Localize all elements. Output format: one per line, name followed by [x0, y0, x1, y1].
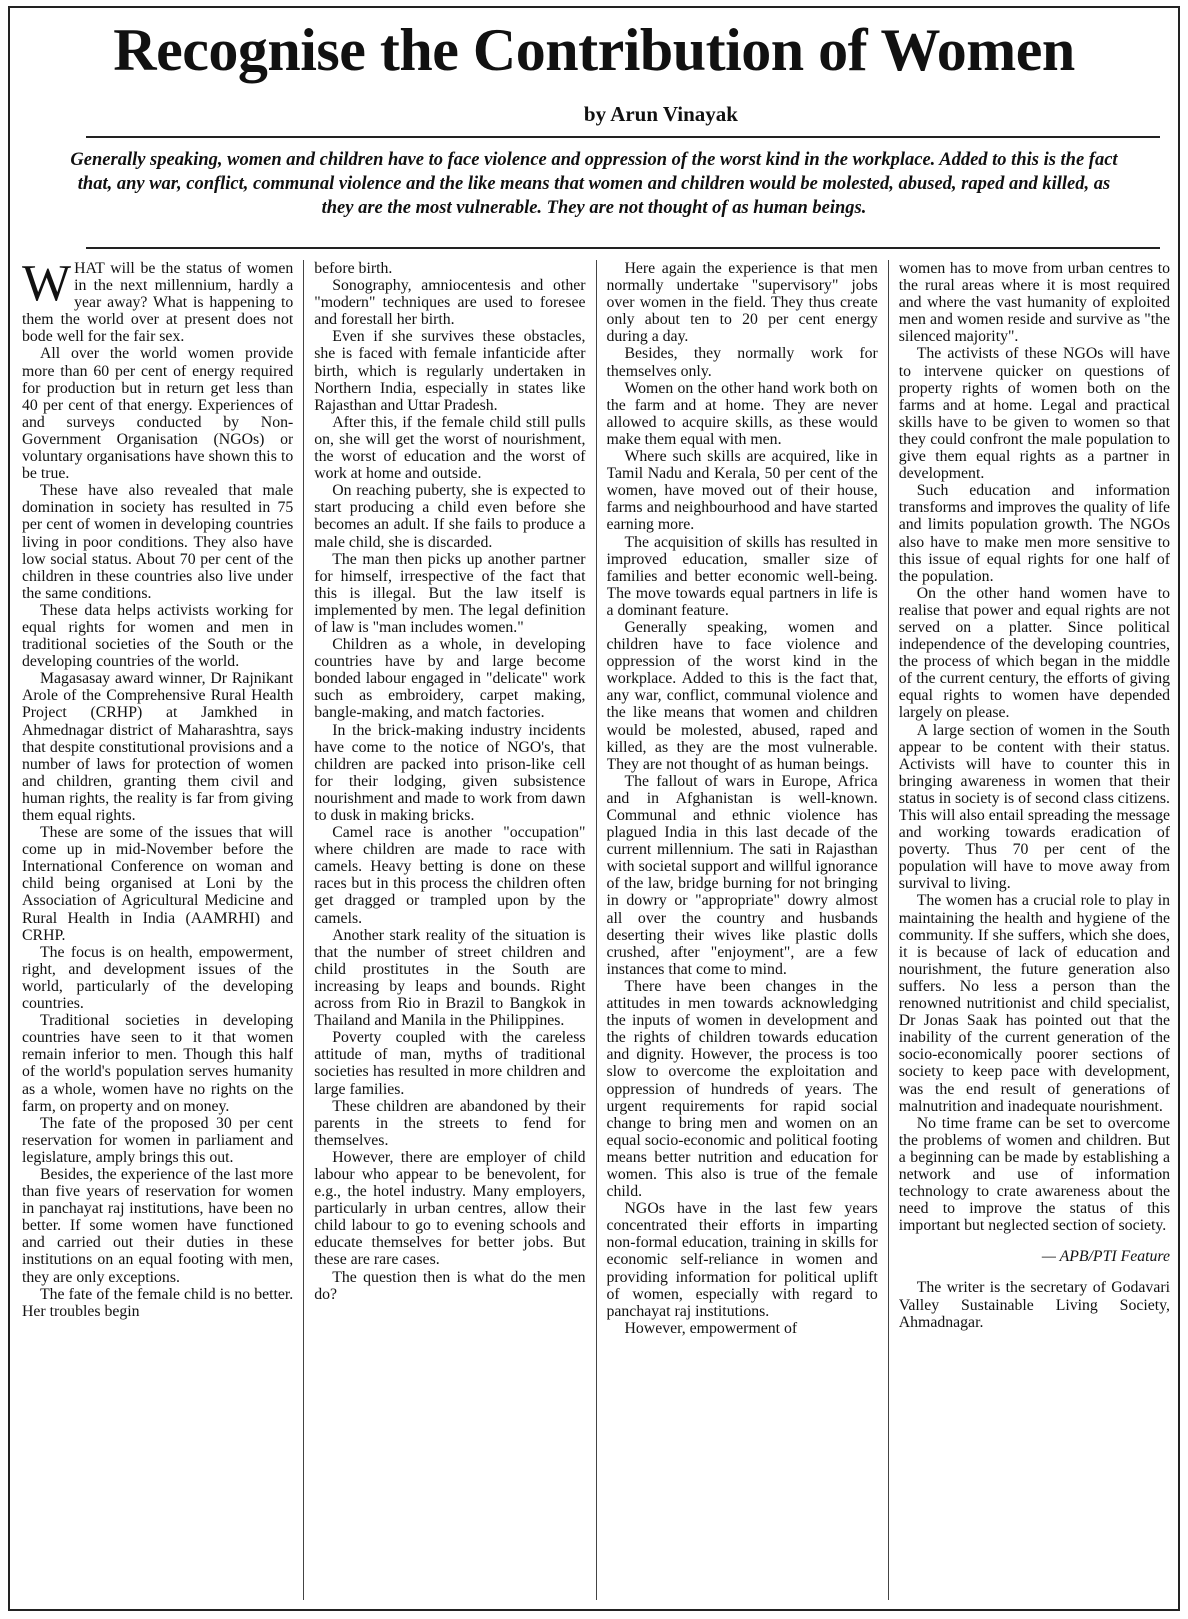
paragraph: In the brick-making industry incidents have come to the notice of NGO's, that children are packed into prison-like cell for their lodging, given subsistence nourishment and made to work from dawn to dusk in making bricks.: [314, 721, 586, 824]
paragraph: There have been changes in the attitudes in men towards acknowledging the inputs of women in development and the rights of children towards education and dignity. However, the process is too slow to overcome the exploitation and oppression of hundreds of years. The urgent requirements for rapid social change to bring men and women on an equal socio-economic and political footing means better nutrition and education for women. This also is true of the female child.: [606, 977, 878, 1201]
paragraph: Poverty coupled with the careless attitude of man, myths of traditional societies has resulted in more children and large families.: [314, 1029, 586, 1098]
column-divider: [303, 260, 304, 1600]
standfirst-divider: [86, 247, 1160, 249]
paragraph: These have also revealed that male domination in society has resulted in 75 per cent of women in developing countries living in poor conditions. They also have low social status. About 70 per cent of the children in these countries also live under the same conditions.: [22, 482, 294, 602]
standfirst: Generally speaking, women and children have to face violence and oppression of the worst kind in the workplace. Added to this is the fact that, any war, conflict, communal violence and the like means that women and children would be molested, abused, raped and killed, as they are the most vulnerable. They are not thought of as human beings.: [70, 150, 1118, 218]
paragraph: Sonography, amniocentesis and other "modern" techniques are used to foresee and forestall her birth.: [314, 277, 586, 329]
paragraph: Traditional societies in developing countries have seen to it that women remain inferior to men. Though this half of the world's population serves humanity as a whole, women have no rights on the farm, on property and on money.: [22, 1012, 294, 1115]
paragraph: Where such skills are acquired, like in Tamil Nadu and Kerala, 50 per cent of the women, have moved out of their house, farms and neighbourhood and have started earning more.: [606, 448, 878, 534]
paragraph: All over the world women provide more than 60 per cent of energy required for production but in return get less than 40 per cent of that energy. Experiences of and surveys conducted by Non-Government Organisation (NGOs) or voluntary organisations have shown this to be true.: [22, 345, 294, 483]
paragraph: The fate of the proposed 30 per cent reservation for women in parliament and legislature, amply brings this out.: [22, 1114, 294, 1166]
author-note: The writer is the secretary of Godavari Valley Sustainable Living Society, Ahmadnagar.: [898, 1279, 1170, 1331]
paragraph: Camel race is another "occupation" where children are made to race with camels. Heavy betting is done on these races but in this process the children often get dragged or trampled upon by the camels.: [314, 824, 586, 927]
paragraph: Magasasay award winner, Dr Rajnikant Arole of the Comprehensive Rural Health Project (CRHP) at Jamkhed in Ahmednagar district of Maharashtra, says that despite constitutional provisions and a number of laws for protection of women and children, granting them civil and human rights, the reality is far from giving them equal rights.: [22, 670, 294, 824]
paragraph: The fate of the female child is no better. Her troubles begin: [22, 1285, 294, 1320]
paragraph: Women on the other hand work both on the farm and at home. They are never allowed to acquire skills, as these would make them equal with men.: [606, 379, 878, 448]
paragraph: The women has a crucial role to play in maintaining the health and hygiene of the community. If she suffers, which she does, it is because of lack of education and nourishment, the future generation also suffers. No less a person than the renowned nutritionist and child specialist, Dr Jonas Saak has pointed out that the inability of the current generation of the socio-economically poorer sections of society to keep pace with development, was the end result of generations of malnutrition and inadequate nourishment.: [898, 892, 1170, 1115]
column-1: [22, 260, 293, 1600]
paragraph: The acquisition of skills has resulted in improved education, smaller size of families and better economic well-being. The move towards equal partners in life is a dominant feature.: [606, 533, 878, 619]
paragraph: A large section of women in the South appear to be content with their status. Activists will have to counter this in bringing awareness in women that their status in society is of second class citizens. This will also entail spreading the message and working towards eradication of poverty. Thus 70 per cent of the population will have to move away from survival to living.: [898, 721, 1170, 893]
paragraph: Here again the experience is that men normally undertake "supervisory" jobs over women in the field. They thus create only about ten to 20 per cent energy during a day.: [606, 260, 878, 346]
headline: Recognise the Contribution of Women: [113, 17, 1075, 83]
paragraph: Another stark reality of the situation is that the number of street children and child prostitutes in the South are increasing by leaps and bounds. Right across from Rio in Brazil to Bangkok in Thailand and Manila in the Philippines.: [314, 926, 586, 1030]
top-divider: [86, 136, 1160, 138]
column-divider: [596, 260, 597, 1600]
column-4: [899, 260, 1170, 1600]
paragraph: Children as a whole, in developing countries have by and large become bonded labour engaged in "delicate" work such as embroidery, carpet making, bangle-making, and match factories.: [314, 636, 586, 722]
paragraph: However, empowerment of: [624, 1319, 798, 1337]
paragraph: However, there are employer of child labour who appear to be benevolent, for e.g., the hotel industry. Many employers, particularly in urban centres, allow their child labour to go to evening schools and educate themselves for better jobs. But these are rare cases.: [314, 1148, 586, 1269]
byline: by Arun Vinayak: [583, 102, 738, 126]
column-3: [607, 260, 878, 1600]
paragraph: Even if she survives these obstacles, she is faced with female infanticide after birth, which is regularly undertaken in Northern India, especially in states like Rajasthan and Uttar Pradesh.: [314, 328, 586, 414]
drop-cap: W: [22, 260, 72, 312]
paragraph: Besides, they normally work for themselves only.: [606, 345, 878, 380]
paragraph: These data helps activists working for equal rights for women and men in traditional societies of the South or the developing countries of the world.: [22, 601, 294, 671]
paragraph: Besides, the experience of the last more than five years of reservation for women in panchayat raj institutions, have been no better. If some women have functioned and carried out their duties in these institutions on an equal footing with men, they are only exceptions.: [22, 1165, 294, 1286]
paragraph: These children are abandoned by their parents in the streets to fend for themselves.: [314, 1097, 586, 1149]
paragraph: The man then picks up another partner for himself, irrespective of the fact that this is illegal. But the law itself is implemented by men. The legal definition of law is "man includes women.": [314, 550, 586, 636]
paragraph: Generally speaking, women and children have to face violence and oppression of the worst kind in the workplace. Added to this is the fact that, any war, conflict, communal violence and the like means that women and children would be molested, abused, raped and killed, as they are the most vulnerable. They are not thought of as human beings.: [606, 618, 878, 773]
paragraph: Such education and information transforms and improves the quality of life and limits population growth. The NGOs also have to make men more sensitive to this issue of equal rights for one half of the population.: [898, 482, 1170, 585]
column-2: [314, 260, 585, 1600]
sign-off: — APB/PTI Feature: [1041, 1248, 1170, 1266]
paragraph: After this, if the female child still pulls on, she will get the worst of nourishment, the worst of education and the worst of work at home and outside.: [314, 413, 586, 483]
paragraph: On the other hand women have to realise that power and equal rights are not served on a platter. Since political independence of the developing countries, the process of which began in the middle of the current century, the efforts of giving equal rights to women have depended largely on please.: [898, 584, 1170, 722]
paragraph: The fallout of wars in Europe, Africa and in Afghanistan is well-known. Communal and ethnic violence has plagued India in this last decade of the current millennium. The sati in Rajasthan with societal support and willful ignorance of the law, bridge burning for not bringing in dowry or "appropriate" dowry almost all over the country and husbands deserting their wives like plastic dolls crushed, after "enjoyment", are a few instances that come to mind.: [606, 772, 878, 978]
paragraph: The question then is what do the men do?: [314, 1268, 586, 1303]
paragraph: The activists of these NGOs will have to intervene quicker on questions of property rights of women both on the farms and at home. Legal and practical skills have to be given to women so that they could confront the male population to give them equal rights as a partner in development.: [898, 345, 1170, 483]
paragraph: These are some of the issues that will come up in mid-November before the International Conference on woman and child being organised at Loni by the Association of Agricultural Medicine and Rural Health in India (AAMRHI) and CRHP.: [22, 824, 294, 944]
paragraph: women has to move from urban centres to the rural areas where it is most required and where the vast humanity of exploited men and women reside and survive as "the silenced majority".: [898, 260, 1170, 346]
paragraph: No time frame can be set to overcome the problems of women and children. But a beginning can be made by establishing a network and use of information technology to crate awareness about the need to improve the status of this important but neglected section of society.: [898, 1114, 1170, 1235]
paragraph: NGOs have in the last few years concentrated their efforts in imparting non-formal education, training in skills for economic self-reliance in women and providing information for political uplift of women, especially with regard to panchayat raj institutions.: [606, 1200, 878, 1320]
column-divider: [888, 260, 889, 1600]
newspaper-clipping: [8, 6, 1180, 1611]
paragraph: WHAT will be the status of women in the next millennium, hardly a year away? What is happening to them the world over at present does not bode well for the fair sex.: [22, 260, 294, 346]
paragraph: before birth.: [314, 260, 393, 277]
paragraph: On reaching puberty, she is expected to start producing a child even before she becomes an adult. If she fails to produce a male child, she is discarded.: [314, 482, 586, 551]
paragraph: The focus is on health, empowerment, right, and development issues of the world, particularly of the developing countries.: [22, 943, 294, 1013]
article-columns: [22, 260, 1170, 1600]
